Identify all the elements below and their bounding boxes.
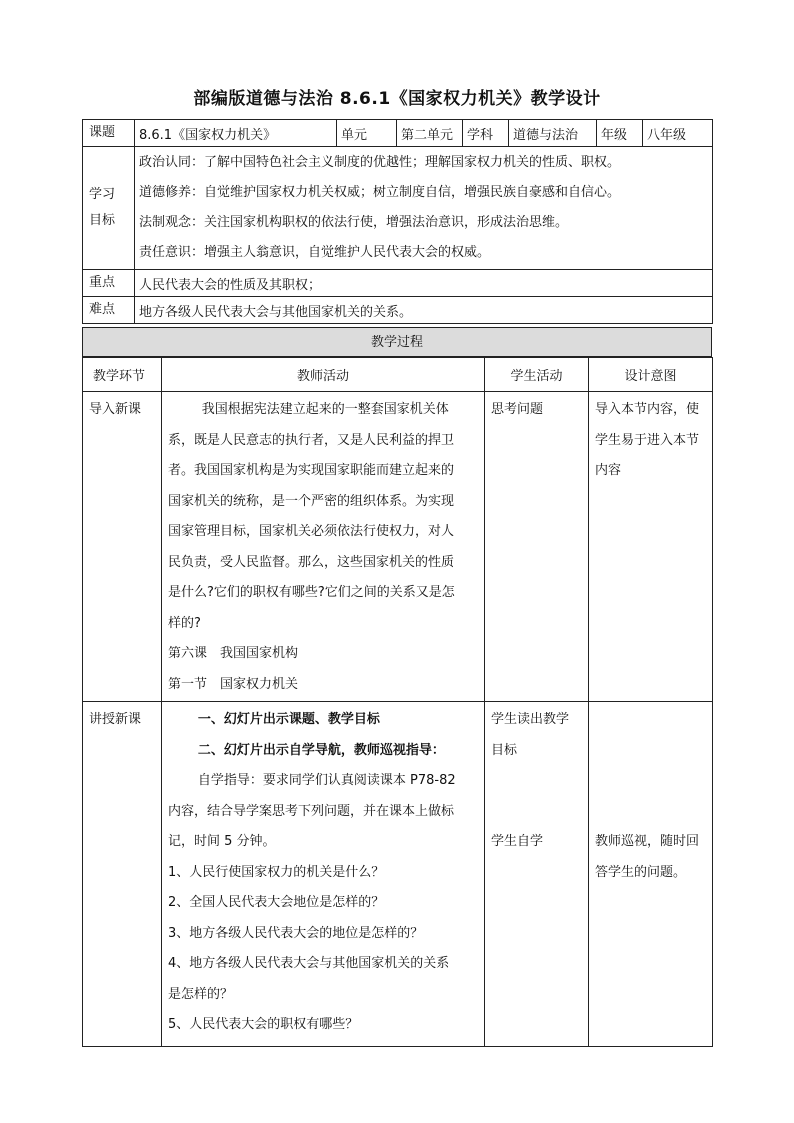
intro-stage <box>83 392 162 702</box>
stage-label: 导入新课 <box>89 402 142 417</box>
key-point-row <box>83 270 713 297</box>
key-point-value: 人民代表大会的性质及其职权； <box>135 270 713 297</box>
subject-label: 学科 <box>463 120 509 147</box>
lecture-teacher-activity <box>162 702 485 1047</box>
text-line: 记，时间 5 分钟。 <box>168 834 276 849</box>
difficulty-row <box>83 297 713 324</box>
text-line: 1、人民行使国家权力的机关是什么？ <box>168 864 385 880</box>
lesson-info-table <box>82 119 713 324</box>
text-line: 导入本节内容，使 <box>595 402 700 417</box>
text-line: 目标 <box>491 742 518 758</box>
difficulty-value: 地方各级人民代表大会与其他国家机关的关系。 <box>135 297 713 324</box>
header-stage: 教学环节 <box>83 358 162 392</box>
spacer-line <box>491 797 582 828</box>
text-line: 教师巡视，随时回 <box>595 834 700 849</box>
intro-design-intent <box>589 392 713 702</box>
teaching-process-table <box>82 357 713 1047</box>
text-line: 内容 <box>595 463 622 478</box>
objective-item: 政治认同：了解中国特色社会主义制度的优越性；理解国家权力机关的性质、职权。 <box>139 155 621 170</box>
text-line: 学生易于进入本节 <box>595 432 700 448</box>
intro-row <box>83 392 713 702</box>
text-line: 者。我国国家机构是为实现国家职能而建立起来的 <box>168 463 455 478</box>
intro-teacher-activity <box>162 392 485 702</box>
text-line: 二、幻灯片出示自学导航，教师巡视指导： <box>197 742 445 758</box>
header-student: 学生活动 <box>485 358 589 392</box>
intro-student-activity <box>485 392 589 702</box>
spacer-line <box>595 736 706 767</box>
objectives-content <box>135 147 713 270</box>
text-line: 民负责，受人民监督。那么，这些国家机关的性质 <box>168 554 455 570</box>
lecture-student-activity <box>485 702 589 1047</box>
text-line: 国家机关的统称，是一个严密的组织体系。为实现 <box>168 493 455 509</box>
text-line: 2、全国人民代表大会地位是怎样的？ <box>168 895 385 910</box>
text-line: 样的? <box>168 615 201 631</box>
text-line: 学生读出教学 <box>491 712 570 727</box>
unit-label: 单元 <box>337 120 397 147</box>
lecture-stage <box>83 702 162 1047</box>
text-line: 第六课 我国国家机构 <box>168 646 299 661</box>
text-line: 思考问题 <box>491 402 544 417</box>
text-line: 我国根据宪法建立起来的一整套国家机关体 <box>201 402 449 417</box>
text-line: 3、地方各级人民代表大会的地位是怎样的？ <box>168 925 424 941</box>
spacer-line <box>491 766 582 797</box>
process-header-row <box>83 358 713 392</box>
lecture-design-intent <box>589 702 713 1047</box>
text-line: 内容，结合导学案思考下列问题，并在课本上做标 <box>168 803 455 819</box>
key-point-label: 重点 <box>83 270 135 297</box>
text-line: 一、幻灯片出示课题、教学目标 <box>197 712 380 727</box>
course-label: 课题 <box>83 120 135 147</box>
text-line: 国家管理目标，国家机关必须依法行使权力，对人 <box>168 524 455 539</box>
spacer-line <box>595 797 706 828</box>
lecture-row <box>83 702 713 1047</box>
process-section-header: 教学过程 <box>82 327 712 357</box>
header-teacher: 教师活动 <box>162 358 485 392</box>
course-value: 8.6.1《国家权力机关》 <box>135 120 337 147</box>
text-line: 4、地方各级人民代表大会与其他国家机关的关系 <box>168 956 450 971</box>
objective-item: 法制观念：关注国家机构职权的依法行使，增强法治意识，形成法治思维。 <box>139 215 569 230</box>
objectives-label-line: 目标 <box>89 213 116 228</box>
text-line: 5、人民代表大会的职权有哪些？ <box>168 1017 359 1032</box>
text-line: 是什么?它们的职权有哪些?它们之间的关系又是怎 <box>168 585 455 600</box>
grade-label: 年级 <box>597 120 643 147</box>
subject-value: 道德与法治 <box>509 120 597 147</box>
grade-value: 八年级 <box>643 120 713 147</box>
unit-value: 第二单元 <box>397 120 463 147</box>
text-line: 第一节 国家权力机关 <box>168 676 299 692</box>
objective-item: 责任意识：增强主人翁意识，自觉维护人民代表大会的权威。 <box>139 245 491 260</box>
objectives-label <box>83 147 135 270</box>
objective-item: 道德修养：自觉维护国家权力机关权威；树立制度自信，增强民族自豪感和自信心。 <box>139 185 621 200</box>
spacer-line <box>595 766 706 797</box>
info-row <box>83 120 713 147</box>
text-line: 自学指导：要求同学们认真阅读课本 P78-82 <box>197 773 456 788</box>
objectives-label-line: 学习 <box>89 187 116 202</box>
document-title: 部编版道德与法治 8.6.1《国家权力机关》教学设计 <box>193 89 601 109</box>
difficulty-label: 难点 <box>83 297 135 324</box>
header-intent: 设计意图 <box>589 358 713 392</box>
objectives-row <box>83 147 713 270</box>
text-line: 学生自学 <box>491 834 544 849</box>
text-line: 答学生的问题。 <box>595 864 687 880</box>
text-line: 系，既是人民意志的执行者，又是人民利益的捍卫 <box>168 432 455 448</box>
spacer-line <box>595 705 706 736</box>
text-line: 是怎样的？ <box>168 986 234 1002</box>
stage-label: 讲授新课 <box>89 712 142 727</box>
